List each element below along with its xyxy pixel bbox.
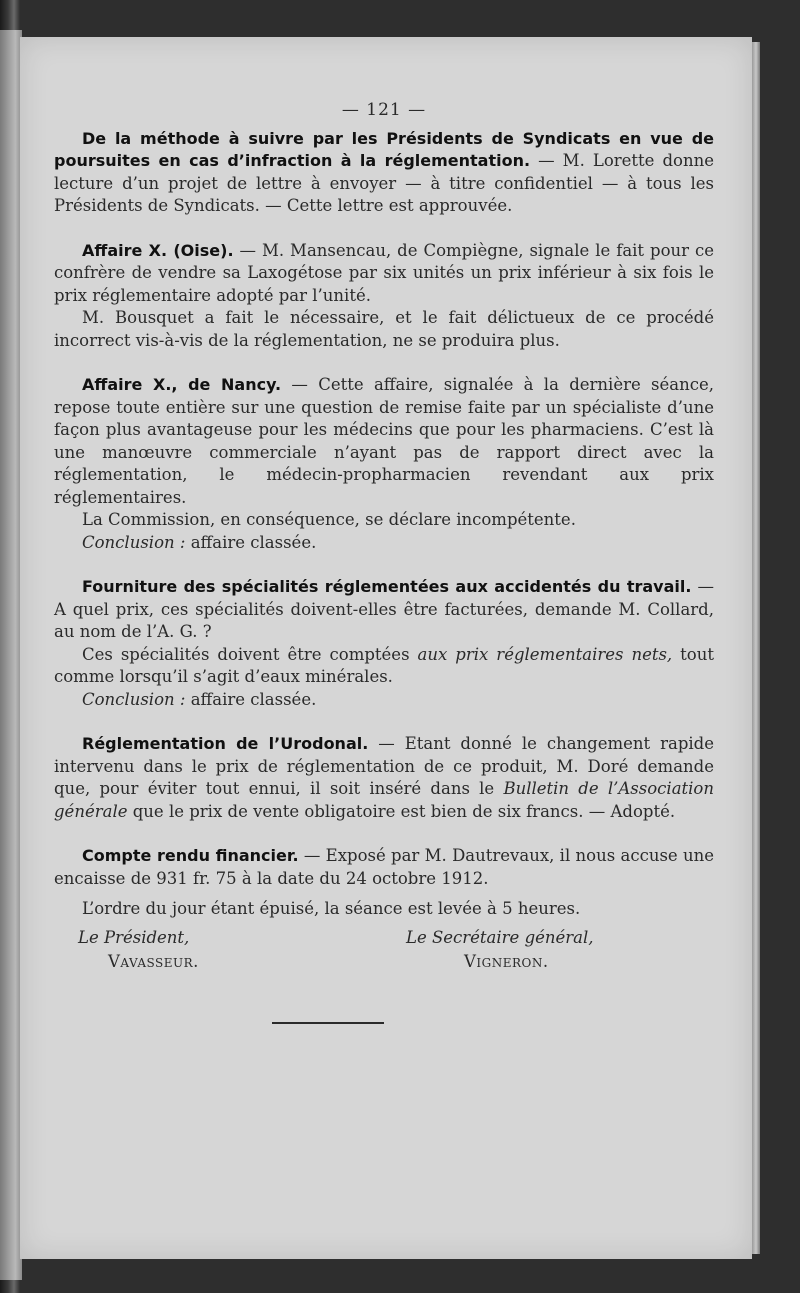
- section-extra-italic: aux prix réglementaires nets,: [417, 644, 673, 664]
- section-body: — M. Mansencau, de Compiègne, signale le fait pour ce confrère de vendre sa Laxogétose par six unités un prix inférieur à six fois le prix réglementaire adopté par l’unité.: [54, 240, 715, 305]
- section-body: — A quel prix, ces spécialités doivent-elles être facturées, demande M. Collard, au nom de l’A. G. ?: [54, 577, 714, 641]
- page-text: [54, 99, 714, 979]
- conclusion-text: affaire classée.: [185, 689, 317, 709]
- section-body: — Cette affaire, signalée à la dernière séance, repose toute entière sur une question de remise faite par un spécialiste d’une façon plus avantageuse pour les médecins que pour les pharmaciens. C’est là une manœuvre commerciale n’ayant pas de rapport direct avec la réglementation, le médecin-propharmacien revendant aux prix réglementaires.: [54, 375, 714, 507]
- conclusion-label: Conclusion :: [82, 532, 186, 552]
- section-extra-pre: Ces spécialités doivent être comptées: [82, 644, 418, 664]
- conclusion-label: Conclusion :: [82, 689, 186, 709]
- section-affaire-nancy: [54, 374, 714, 554]
- secretary-name: Vigneron.: [464, 951, 549, 971]
- section-heading: Affaire X. (Oise).: [82, 240, 234, 260]
- section-body-italic: Bulletin de l’Association générale: [54, 779, 714, 821]
- section-body: — M. Lorette donne lecture d’un projet de lettre à envoyer — à titre confidentiel — à tous les Présidents de Syndicats. — Cette lettre est approuvée.: [54, 151, 715, 215]
- section-body-pre: — Etant donné le changement rapide intervenu dans le prix de réglementation de ce produit, M. Doré demande que, pour éviter tout ennui, il soit inséré dans le: [54, 734, 714, 798]
- section-heading: De la méthode à suivre par les Présidents de Syndicats en vue de poursuites en cas d’infraction à la réglementation.: [54, 128, 714, 170]
- page-stack-edge: [752, 42, 760, 1254]
- page-number: — 121 —: [341, 100, 427, 120]
- end-rule: [272, 1022, 384, 1024]
- section-urodonal: [54, 733, 714, 823]
- section-body-post: que le prix de vente obligatoire est bien de six francs. — Adopté.: [127, 801, 676, 821]
- closing-line: L’ordre du jour étant épuisé, la séance est levée à 5 heures.: [82, 899, 581, 918]
- section-affaire-oise: [54, 240, 714, 353]
- section-extra: La Commission, en conséquence, se déclare incompétente.: [82, 510, 576, 529]
- previous-page-edge: [0, 30, 22, 1280]
- section-heading: Fourniture des spécialités réglementées aux accidentés du travail.: [82, 577, 692, 596]
- section-extra-post: tout comme lorsqu’il s’agit d’eaux minérales.: [54, 644, 714, 686]
- conclusion-text: affaire classée.: [185, 532, 317, 552]
- section-body: — Exposé par M. Dautrevaux, il nous accuse une encaisse de 931 fr. 75 à la date du 24 octobre 1912.: [54, 846, 714, 888]
- section-heading: Compte rendu financier.: [82, 846, 299, 865]
- section-compte-rendu: [54, 845, 714, 890]
- section-extra: M. Bousquet a fait le nécessaire, et le fait délictueux de ce procédé incorrect vis-à-vis de la réglementation, ne se produira plus.: [54, 308, 714, 350]
- president-title: Le Président,: [78, 927, 190, 947]
- section-methode: [54, 128, 714, 218]
- section-heading: Affaire X., de Nancy.: [82, 375, 282, 394]
- section-fourniture: [54, 576, 714, 711]
- president-name: Vavasseur.: [108, 951, 199, 971]
- document-page: [20, 37, 752, 1259]
- secretary-title: Le Secrétaire général,: [406, 927, 594, 947]
- section-heading: Réglementation de l’Urodonal.: [82, 734, 369, 753]
- signatures: [54, 927, 714, 979]
